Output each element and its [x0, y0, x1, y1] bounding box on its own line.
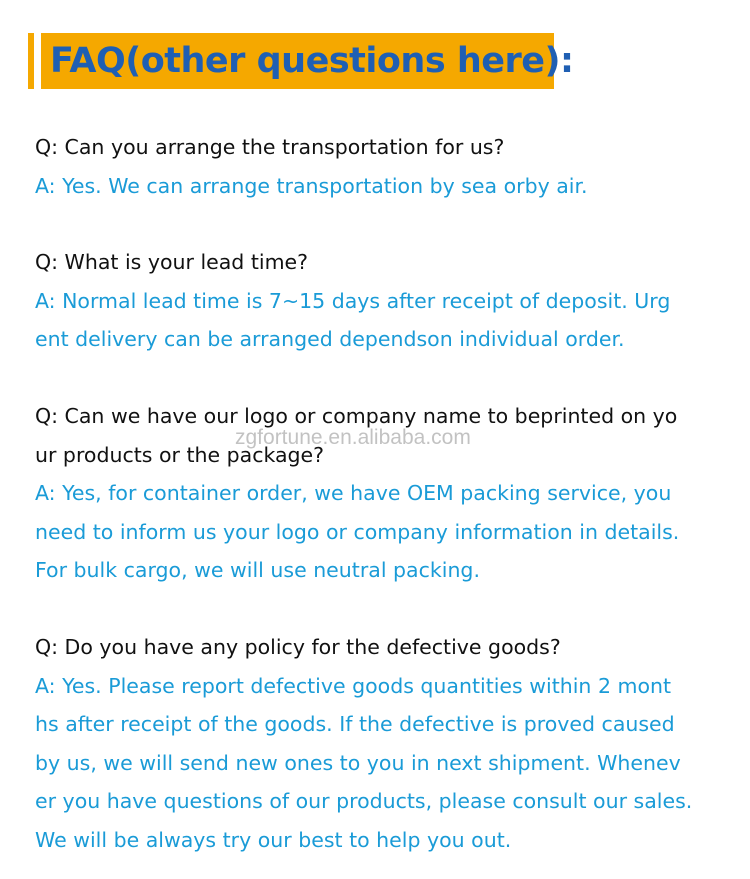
faq-3-answer-line-2: need to inform us your logo or company information in details. — [35, 520, 680, 544]
page-title: FAQ(other questions here): — [50, 41, 574, 81]
faq-3-answer-line-3: For bulk cargo, we will use neutral packing. — [35, 558, 480, 582]
faq-4-question-line-1: Q: Do you have any policy for the defective goods? — [35, 635, 561, 659]
faq-1-question-line-1: Q: Can you arrange the transportation for us? — [35, 135, 505, 159]
faq-4-answer-line-5: We will be always try our best to help you out. — [35, 828, 512, 852]
faq-2-answer-line-1: A: Normal lead time is 7~15 days after receipt of deposit. Urg — [35, 289, 671, 313]
faq-1-answer-line-1: A: Yes. We can arrange transportation by sea orby air. — [35, 174, 588, 198]
watermark: zgfortune.en.alibaba.com — [235, 426, 471, 449]
faq-2-question-line-1: Q: What is your lead time? — [35, 250, 309, 274]
faq-4-answer-line-3: by us, we will send new ones to you in next shipment. Whenev — [35, 751, 681, 775]
faq-3-question-line-2: ur products or the package? — [35, 443, 325, 467]
faq-2-answer-line-2: ent delivery can be arranged dependson individual order. — [35, 327, 625, 351]
faq-4-answer-line-1: A: Yes. Please report defective goods quantities within 2 mont — [35, 674, 672, 698]
faq-4-answer-line-2: hs after receipt of the goods. If the defective is proved caused — [35, 712, 675, 736]
title-accent-bar — [28, 33, 34, 89]
faq-4-answer-line-4: er you have questions of our products, please consult our sales. — [35, 789, 693, 813]
faq-3-question-line-1: Q: Can we have our logo or company name to beprinted on yo — [35, 404, 678, 428]
faq-3-answer-line-1: A: Yes, for container order, we have OEM packing service, you — [35, 481, 672, 505]
